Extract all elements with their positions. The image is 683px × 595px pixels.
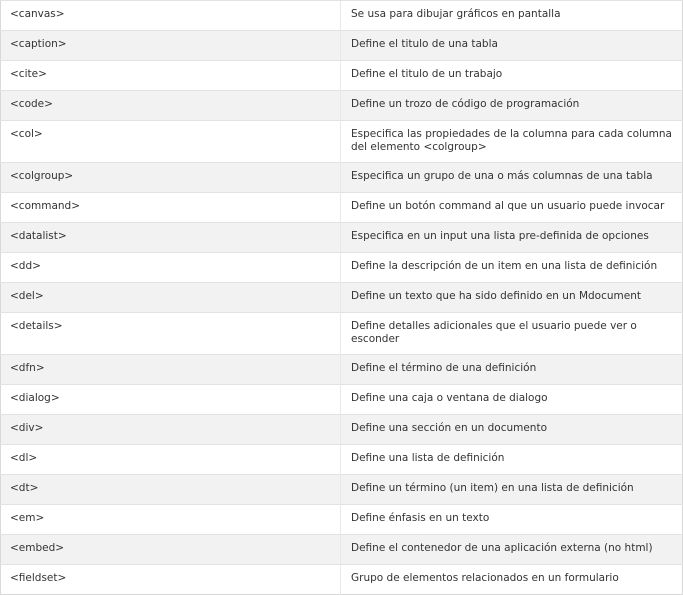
tag-cell: <datalist> [1,223,341,253]
table-row [1,505,683,535]
description-cell: Define detalles adicionales que el usuario puede ver o esconder [341,313,683,355]
table-row [1,283,683,313]
tag-cell: <dt> [1,475,341,505]
description-cell: Define la descripción de un item en una lista de definición [341,253,683,283]
tag-cell: <dfn> [1,355,341,385]
description-cell: Define el titulo de un trabajo [341,61,683,91]
description-cell: Define una sección en un documento [341,415,683,445]
table-row [1,535,683,565]
table-row [1,223,683,253]
table-row [1,31,683,61]
description-cell: Grupo de elementos relacionados en un formulario [341,565,683,595]
description-cell: Define el titulo de una tabla [341,31,683,61]
description-cell: Especifica en un input una lista pre-definida de opciones [341,223,683,253]
description-cell: Define énfasis en un texto [341,505,683,535]
tag-cell: <command> [1,193,341,223]
description-cell: Especifica las propiedades de la columna para cada columna del elemento <colgroup> [341,121,683,163]
description-cell: Define una caja o ventana de dialogo [341,385,683,415]
description-cell: Define el contenedor de una aplicación externa (no html) [341,535,683,565]
tag-cell: <code> [1,91,341,121]
description-cell: Define un botón command al que un usuario puede invocar [341,193,683,223]
table-row [1,121,683,163]
tag-cell: <fieldset> [1,565,341,595]
table-row [1,1,683,31]
tag-cell: <colgroup> [1,163,341,193]
table-row [1,355,683,385]
description-cell: Define un término (un item) en una lista de definición [341,475,683,505]
tag-cell: <canvas> [1,1,341,31]
tag-cell: <dd> [1,253,341,283]
table-row [1,163,683,193]
table-row [1,313,683,355]
description-cell: Define un trozo de código de programación [341,91,683,121]
table-row [1,61,683,91]
tag-cell: <del> [1,283,341,313]
table-row [1,193,683,223]
tag-cell: <dialog> [1,385,341,415]
table-row [1,91,683,121]
description-cell: Define un texto que ha sido definido en un Mdocument [341,283,683,313]
tag-cell: <em> [1,505,341,535]
description-cell: Define una lista de definición [341,445,683,475]
table-row [1,415,683,445]
table-row [1,385,683,415]
tag-cell: <embed> [1,535,341,565]
tag-cell: <col> [1,121,341,163]
tag-cell: <caption> [1,31,341,61]
description-cell: Especifica un grupo de una o más columnas de una tabla [341,163,683,193]
table-row [1,445,683,475]
tag-cell: <cite> [1,61,341,91]
description-cell: Define el término de una definición [341,355,683,385]
table-row [1,565,683,595]
table-row [1,475,683,505]
tag-cell: <details> [1,313,341,355]
table-row [1,253,683,283]
description-cell: Se usa para dibujar gráficos en pantalla [341,1,683,31]
tag-cell: <dl> [1,445,341,475]
tag-cell: <div> [1,415,341,445]
